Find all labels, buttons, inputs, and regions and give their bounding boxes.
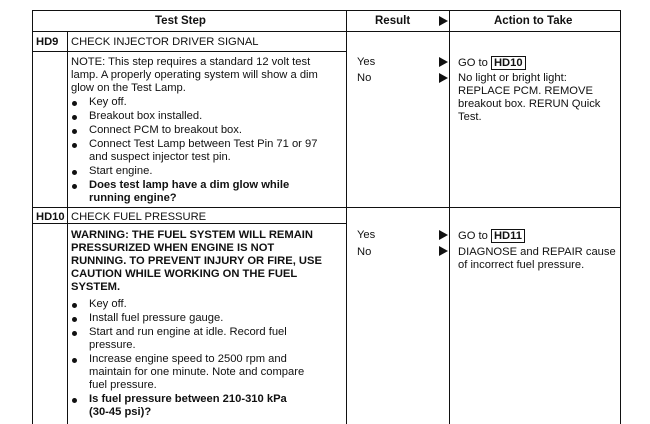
bullet-icon <box>72 331 77 336</box>
bullet-icon <box>72 317 77 322</box>
bullet-icon <box>72 398 77 403</box>
hd9-goto-hd10-link[interactable]: HD10 <box>491 56 526 70</box>
hd10-bullet-text: Key off. <box>89 298 127 310</box>
hd10-warning-line: WARNING: THE FUEL SYSTEM WILL REMAIN <box>71 229 313 241</box>
table-top-border <box>32 10 621 11</box>
hd9-bullet-text: Start engine. <box>89 165 153 177</box>
hd10-result-yes: Yes <box>357 229 376 241</box>
table-right-border <box>620 10 621 424</box>
table-left-border <box>32 10 33 424</box>
hd10-result-no: No <box>357 246 372 258</box>
hd9-note-line: lamp. A properly operating system will show a dim <box>71 69 318 81</box>
result-column-border <box>449 10 450 424</box>
hd10-no-action-line: DIAGNOSE and REPAIR cause <box>458 246 616 258</box>
hd9-bullet-text: and suspect injector test pin. <box>89 151 231 163</box>
bullet-icon <box>72 358 77 363</box>
hd9-no-action-line: breakout box. RERUN Quick <box>458 98 601 110</box>
hd9-result-no: No <box>357 72 372 84</box>
step-column-border <box>346 10 347 424</box>
row-divider <box>32 207 621 208</box>
hd10-bullet-text: Install fuel pressure gauge. <box>89 312 224 324</box>
hd10-bullet-text: maintain for one minute. Note and compare <box>89 366 305 378</box>
bullet-icon <box>72 143 77 148</box>
bullet-icon <box>72 101 77 106</box>
hd9-title-divider <box>32 51 346 52</box>
header-action: Action to Take <box>494 15 573 27</box>
hd9-step-title: CHECK INJECTOR DRIVER SIGNAL <box>71 36 259 48</box>
hd9-note-line: glow on the Test Lamp. <box>71 82 186 94</box>
result-arrow-icon <box>439 246 448 256</box>
hd9-yes-action <box>458 56 526 70</box>
result-arrow-icon <box>439 230 448 240</box>
go-to-label: GO to <box>458 230 488 242</box>
hd9-no-action-line: Test. <box>458 111 482 123</box>
hd9-no-action-line: REPLACE PCM. REMOVE <box>458 85 593 97</box>
hd10-bullet-text: Increase engine speed to 2500 rpm and <box>89 353 287 365</box>
hd10-no-action-line: of incorrect fuel pressure. <box>458 259 585 271</box>
hd9-bullet-text: Key off. <box>89 96 127 108</box>
bullet-icon <box>72 184 77 189</box>
hd10-yes-action <box>458 229 525 243</box>
hd9-question: Does test lamp have a dim glow while <box>89 179 290 191</box>
hd10-question: (30-45 psi)? <box>89 406 152 418</box>
result-arrow-icon <box>439 16 448 26</box>
id-column-border <box>67 31 68 424</box>
hd9-result-yes: Yes <box>357 56 376 68</box>
bullet-icon <box>72 170 77 175</box>
hd10-goto-hd11-link[interactable]: HD11 <box>491 229 525 243</box>
hd9-bullet-text: Breakout box installed. <box>89 110 203 122</box>
header-divider <box>32 31 621 32</box>
hd10-warning-line: PRESSURIZED WHEN ENGINE IS NOT <box>71 242 275 254</box>
hd10-question: Is fuel pressure between 210-310 kPa <box>89 393 287 405</box>
header-test-step: Test Step <box>155 15 206 27</box>
hd10-warning-line: SYSTEM. <box>71 281 121 293</box>
header-result: Result <box>375 15 411 27</box>
hd10-bullet-text: pressure. <box>89 339 136 351</box>
hd10-step-id: HD10 <box>36 211 65 223</box>
go-to-label: GO to <box>458 57 488 69</box>
result-arrow-icon <box>439 73 448 83</box>
hd9-step-id: HD9 <box>36 36 59 48</box>
hd9-bullet-text: Connect PCM to breakout box. <box>89 124 242 136</box>
hd9-question: running engine? <box>89 192 177 204</box>
bullet-icon <box>72 303 77 308</box>
hd10-warning-line: CAUTION WHILE WORKING ON THE FUEL <box>71 268 298 280</box>
hd10-step-title: CHECK FUEL PRESSURE <box>71 211 207 223</box>
hd9-note-line: NOTE: This step requires a standard 12 volt test <box>71 56 311 68</box>
hd10-bullet-text: fuel pressure. <box>89 379 157 391</box>
result-arrow-icon <box>439 57 448 67</box>
bullet-icon <box>72 115 77 120</box>
hd9-no-action-line: No light or bright light: <box>458 72 567 84</box>
bullet-icon <box>72 129 77 134</box>
hd9-bullet-text: Connect Test Lamp between Test Pin 71 or 97 <box>89 138 318 150</box>
hd10-bullet-text: Start and run engine at idle. Record fuel <box>89 326 287 338</box>
hd10-warning-line: RUNNING. TO PREVENT INJURY OR FIRE, USE <box>71 255 322 267</box>
